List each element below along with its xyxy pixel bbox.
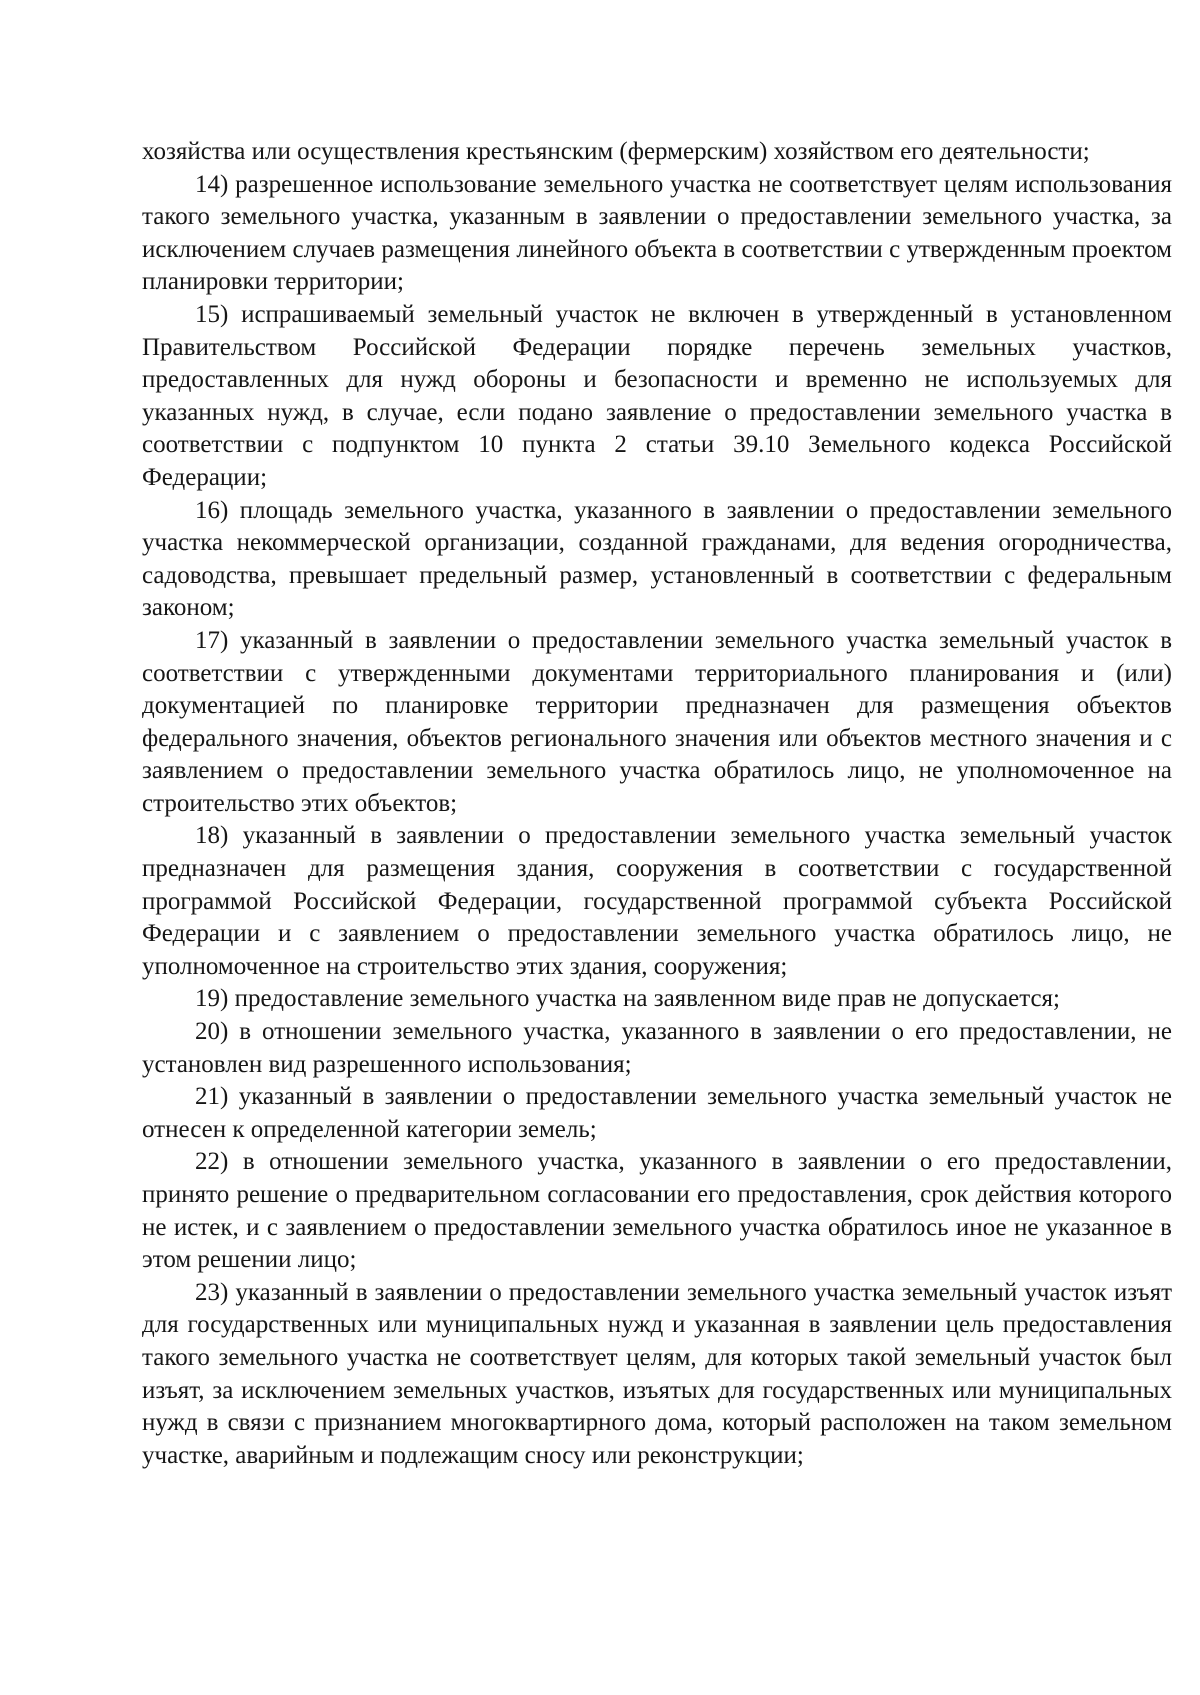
list-item-22: 22) в отношении земельного участка, указанного в заявлении о его предоставлении, принято решение о предварительном согласовании его предоставления, срок действия которого не истек, и с заявлением о предоставлении земельного участка обратилось иное не указанное в этом решении лицо; bbox=[142, 1148, 1172, 1274]
list-item-19: 19) предоставление земельного участка на заявленном виде прав не допускается; bbox=[195, 985, 1060, 1013]
document-page bbox=[142, 136, 1172, 1472]
paragraph-continuation: хозяйства или осуществления крестьянским (фермерским) хозяйством его деятельности; bbox=[142, 138, 1090, 165]
list-item-17: 17) указанный в заявлении о предоставлении земельного участка земельный участок в соответствии с утвержденными документами территориального планирования и (или) документацией по планировке территории предназначен для размещения объектов федерального значения, объектов регионального значения или объектов местного значения и с заявлением о предоставлении земельного участка обратилось лицо, не уполномоченное на строительство этих объектов; bbox=[142, 626, 1172, 817]
list-item-15: 15) испрашиваемый земельный участок не включен в утвержденный в установленном Правительством Российской Федерации порядке перечень земельных участков, предоставленных для нужд обороны и безопасности и временно не используемых для указанных нужд, в случае, если подано заявление о предоставлении земельного участка в соответствии с подпунктом 10 пункта 2 статьи 39.10 Земельного кодекса Российской Федерации; bbox=[142, 300, 1172, 491]
list-item-18: 18) указанный в заявлении о предоставлении земельного участка земельный участок предназначен для размещения здания, сооружения в соответствии с государственной программой Российской Федерации, государственной программой субъекта Российской Федерации и с заявлением о предоставлении земельного участка обратилось лицо, не уполномоченное на строительство этих здания, сооружения; bbox=[142, 822, 1172, 980]
list-item-20: 20) в отношении земельного участка, указанного в заявлении о его предоставлении, не установлен вид разрешенного использования; bbox=[142, 1018, 1172, 1078]
list-item-16: 16) площадь земельного участка, указанного в заявлении о предоставлении земельного участка некоммерческой организации, созданной гражданами, для ведения огородничества, садоводства, превышает предельный размер, установленный в соответствии с федеральным законом; bbox=[142, 496, 1172, 622]
list-item-21: 21) указанный в заявлении о предоставлении земельного участка земельный участок не отнесен к определенной категории земель; bbox=[142, 1083, 1172, 1143]
list-item-23: 23) указанный в заявлении о предоставлении земельного участка земельный участок изъят для государственных или муниципальных нужд и указанная в заявлении цель предоставления такого земельного участка не соответствует целям, для которых такой земельный участок был изъят, за исключением земельных участков, изъятых для государственных или муниципальных нужд в связи с признанием многоквартирного дома, который расположен на таком земельном участке, аварийным и подлежащим сносу или реконструкции; bbox=[142, 1278, 1172, 1469]
list-item-14: 14) разрешенное использование земельного участка не соответствует целям использования такого земельного участка, указанным в заявлении о предоставлении земельного участка, за исключением случаев размещения линейного объекта в соответствии с утвержденным проектом планировки территории; bbox=[142, 170, 1172, 296]
